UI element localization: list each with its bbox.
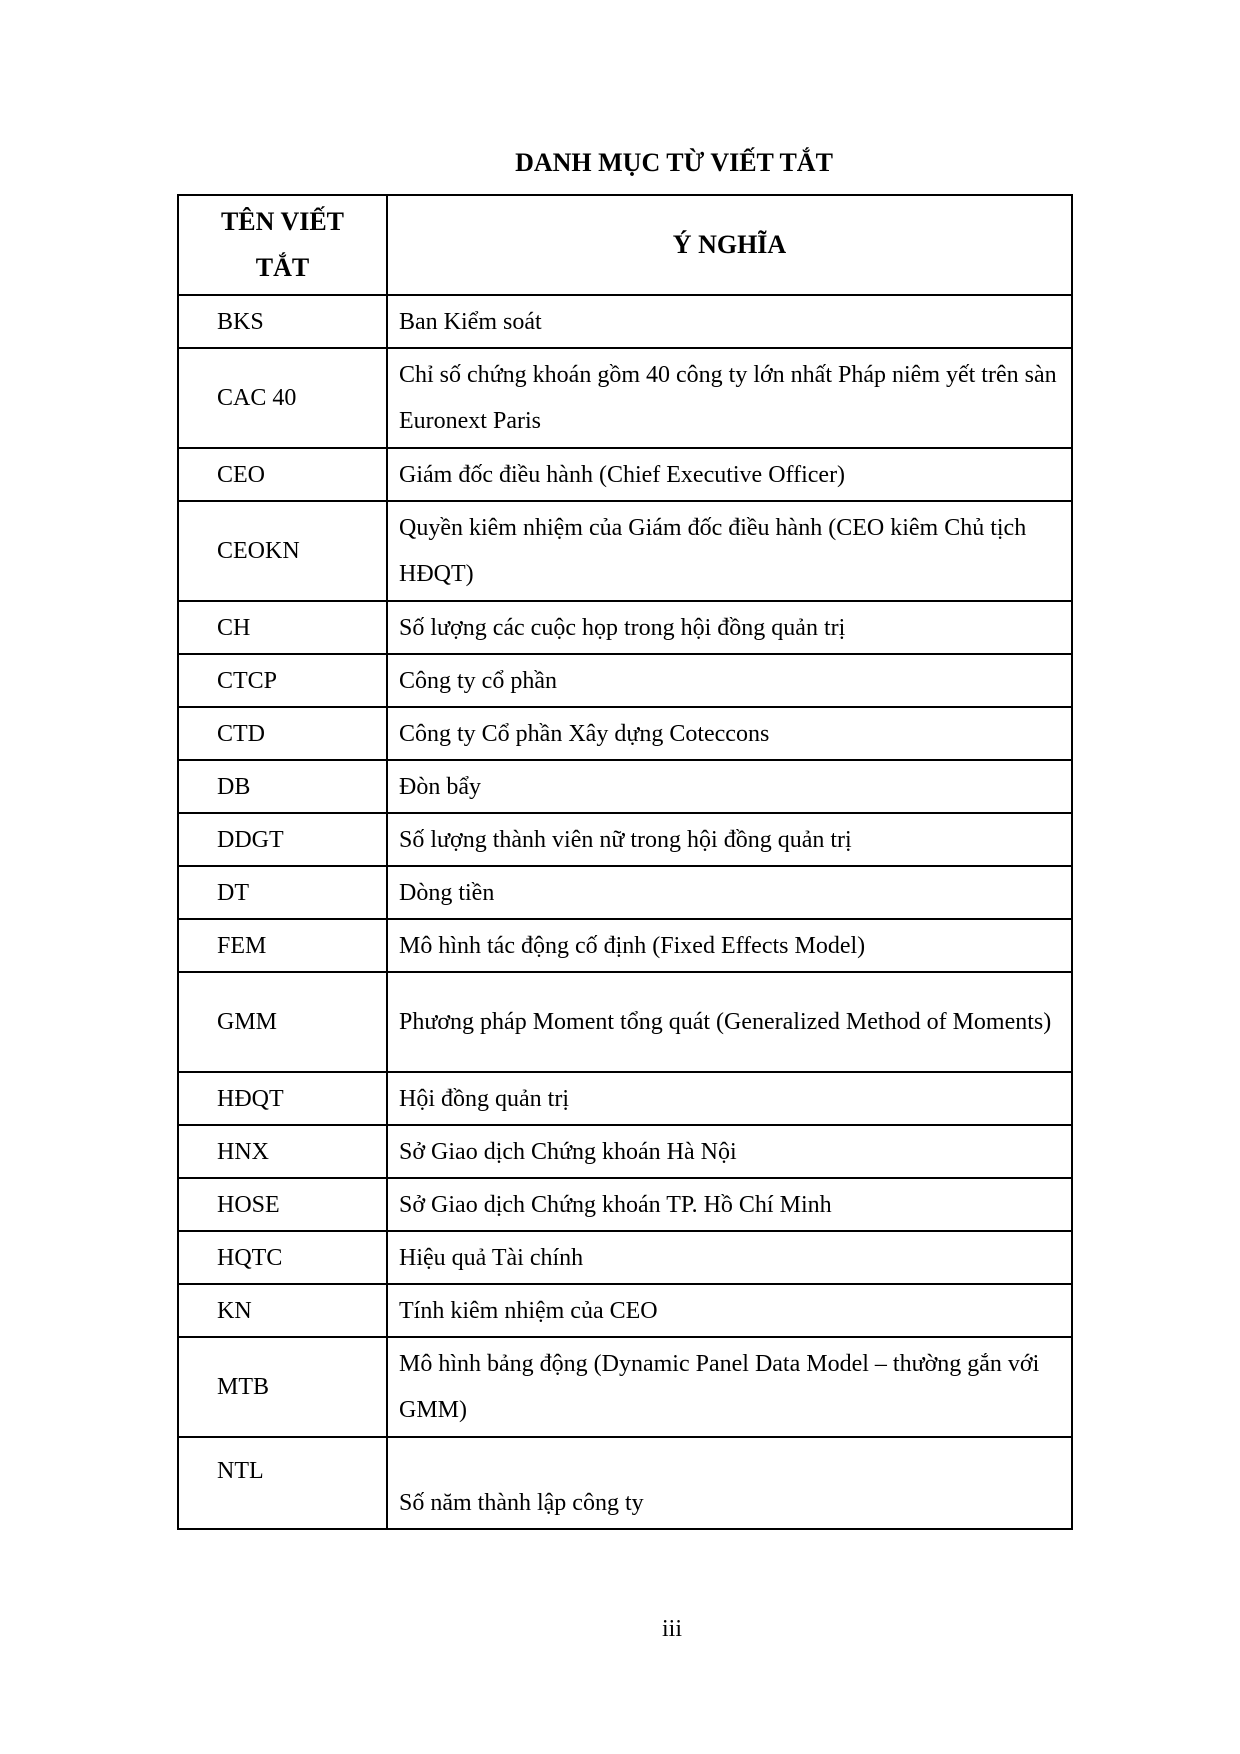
- table-row: [178, 707, 1072, 760]
- meaning-cell: Hội đồng quản trị: [387, 1072, 1072, 1125]
- meaning-cell: Tính kiêm nhiệm của CEO: [387, 1284, 1072, 1337]
- abbreviation-cell: HNX: [178, 1125, 387, 1178]
- abbreviation-cell: CEO: [178, 448, 387, 501]
- header-meaning: Ý NGHĨA: [387, 195, 1072, 295]
- meaning-cell: Số lượng các cuộc họp trong hội đồng quản trị: [387, 601, 1072, 654]
- table-row: [178, 348, 1072, 448]
- abbreviation-cell: CH: [178, 601, 387, 654]
- table-header-row: [178, 195, 1072, 295]
- abbreviation-cell: HĐQT: [178, 1072, 387, 1125]
- table-row: [178, 1072, 1072, 1125]
- abbreviation-cell: CTD: [178, 707, 387, 760]
- abbreviations-table: [177, 194, 1073, 1530]
- table-row: [178, 1178, 1072, 1231]
- abbreviation-cell: KN: [178, 1284, 387, 1337]
- abbreviation-cell: CTCP: [178, 654, 387, 707]
- page-number: iii: [661, 1616, 682, 1642]
- meaning-cell: Công ty cổ phần: [387, 654, 1072, 707]
- abbreviation-cell: GMM: [178, 972, 387, 1072]
- meaning-cell: Giám đốc điều hành (Chief Executive Officer): [387, 448, 1072, 501]
- table-row: [178, 501, 1072, 601]
- abbreviation-cell: CAC 40: [178, 348, 387, 448]
- meaning-cell: Phương pháp Moment tổng quát (Generalized Method of Moments): [387, 972, 1072, 1072]
- meaning-cell: Mô hình tác động cố định (Fixed Effects Model): [387, 919, 1072, 972]
- abbreviation-cell: DT: [178, 866, 387, 919]
- table-row: [178, 448, 1072, 501]
- table-row: [178, 295, 1072, 348]
- table-row: [178, 972, 1072, 1072]
- abbreviation-cell: NTL: [178, 1437, 387, 1529]
- table-row: [178, 601, 1072, 654]
- abbreviation-cell: HOSE: [178, 1178, 387, 1231]
- abbreviation-cell: BKS: [178, 295, 387, 348]
- meaning-cell: Dòng tiền: [387, 866, 1072, 919]
- meaning-cell: Số lượng thành viên nữ trong hội đồng quản trị: [387, 813, 1072, 866]
- table-row: [178, 1231, 1072, 1284]
- table-row: [178, 1337, 1072, 1437]
- meaning-cell: Đòn bẩy: [387, 760, 1072, 813]
- page-title: DANH MỤC TỪ VIẾT TẮT: [515, 148, 833, 177]
- table-row: [178, 654, 1072, 707]
- abbreviation-cell: HQTC: [178, 1231, 387, 1284]
- table-row: [178, 1437, 1072, 1529]
- abbreviation-cell: FEM: [178, 919, 387, 972]
- meaning-cell: Quyền kiêm nhiệm của Giám đốc điều hành (CEO kiêm Chủ tịch HĐQT): [387, 501, 1072, 601]
- table-row: [178, 760, 1072, 813]
- meaning-cell: Mô hình bảng động (Dynamic Panel Data Model – thường gắn với GMM): [387, 1337, 1072, 1437]
- abbreviation-cell: DB: [178, 760, 387, 813]
- meaning-cell: Số năm thành lập công ty: [387, 1437, 1072, 1529]
- meaning-cell: Ban Kiểm soát: [387, 295, 1072, 348]
- table-row: [178, 1284, 1072, 1337]
- abbreviation-cell: MTB: [178, 1337, 387, 1437]
- header-abbreviation: TÊN VIẾT TẮT: [178, 195, 387, 295]
- table-row: [178, 1125, 1072, 1178]
- table-row: [178, 866, 1072, 919]
- table-row: [178, 813, 1072, 866]
- meaning-cell: Công ty Cổ phần Xây dựng Coteccons: [387, 707, 1072, 760]
- abbreviation-cell: CEOKN: [178, 501, 387, 601]
- meaning-cell: Hiệu quả Tài chính: [387, 1231, 1072, 1284]
- meaning-cell: Sở Giao dịch Chứng khoán TP. Hồ Chí Minh: [387, 1178, 1072, 1231]
- table-row: [178, 919, 1072, 972]
- meaning-cell: Chỉ số chứng khoán gồm 40 công ty lớn nhất Pháp niêm yết trên sàn Euronext Paris: [387, 348, 1072, 448]
- abbreviation-cell: DDGT: [178, 813, 387, 866]
- meaning-cell: Sở Giao dịch Chứng khoán Hà Nội: [387, 1125, 1072, 1178]
